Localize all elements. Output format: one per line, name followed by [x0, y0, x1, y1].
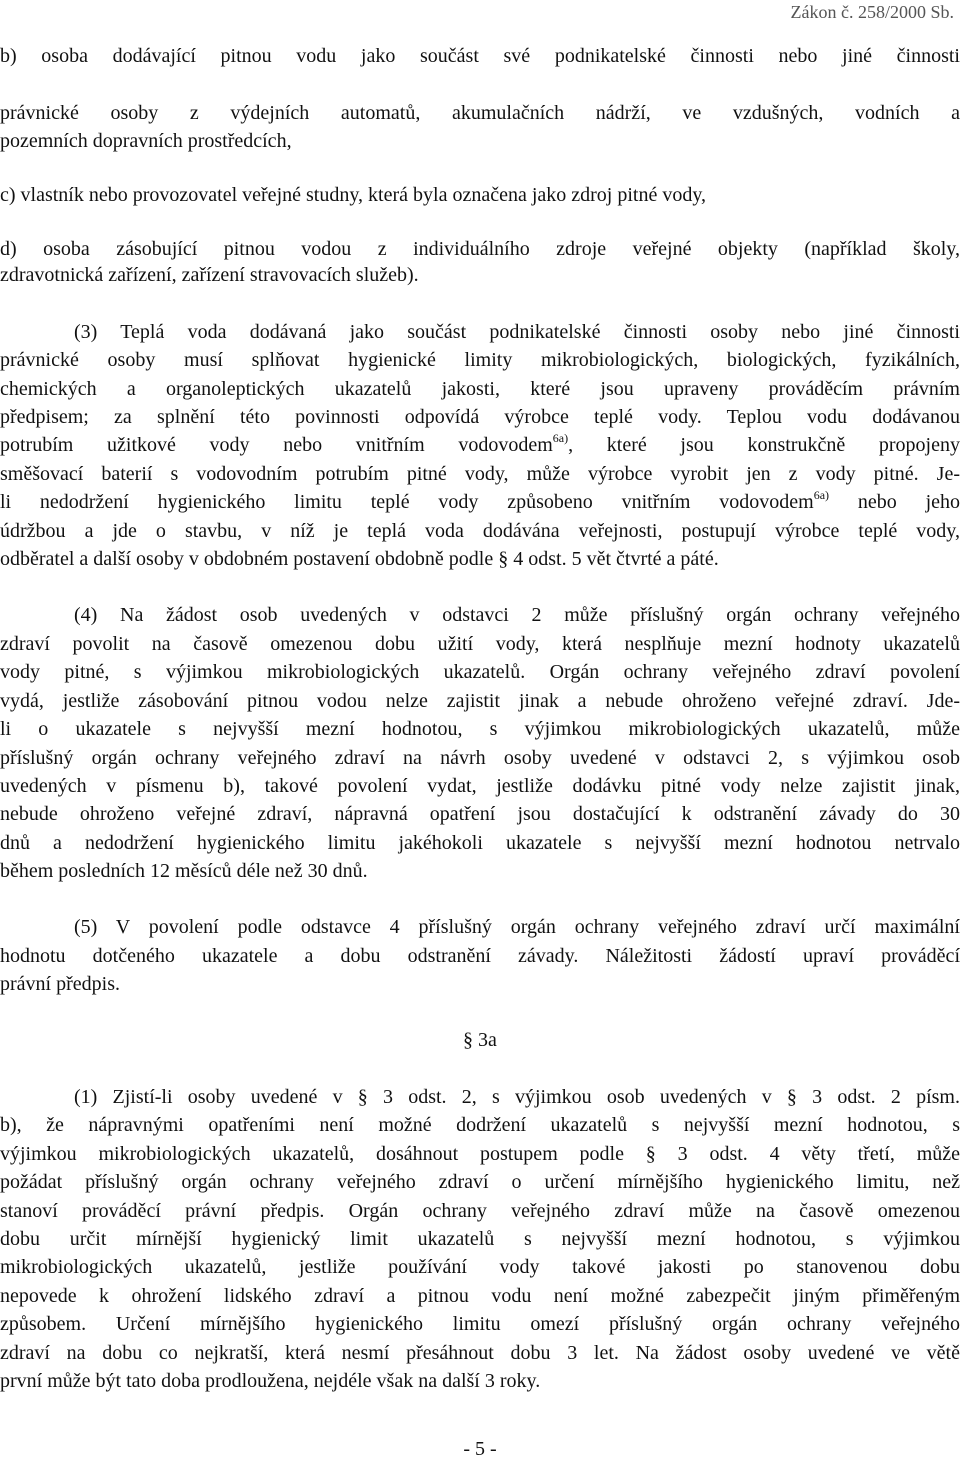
text-line: vydá, jestliže zásobování pitnou vodou nelze zajistit jinak a nebude ohroženo veřejné zdraví. Jde-: [0, 690, 960, 712]
text-line: hodnotu dotčeného ukazatele a dobu odstranění závady. Náležitosti žádostí upraví prováděcí: [0, 945, 960, 967]
text-line: (1) Zjistí-li osoby uvedené v § 3 odst. 2, s výjimkou osob uvedených v § 3 odst. 2 písm.: [74, 1086, 960, 1108]
document-header: Zákon č. 258/2000 Sb.: [790, 2, 954, 22]
text-run: nebo jeho: [829, 491, 960, 513]
text-line: li o ukazatele s nejvyšší mezní hodnotou, s výjimkou mikrobiologických ukazatelů, může: [0, 718, 960, 740]
text-line: způsobem. Určení mírnějšího hygienického limitu omezí příslušný orgán ochrany veřejného: [0, 1313, 960, 1335]
text-line: (5) V povolení podle odstavce 4 příslušný orgán ochrany veřejného zdraví určí maximální: [74, 916, 960, 938]
text-run: potrubím užitkové vody nebo vnitřním vodovodem: [0, 434, 553, 456]
text-run: li nedodržení hygienického limitu teplé vody způsobeno vnitřním vodovodem: [0, 491, 814, 513]
text-line: právnické osoby musí splňovat hygienické limity mikrobiologických, biologických, fyzikálních,: [0, 349, 960, 371]
text-line: zdravotnická zařízení, zařízení stravovacích služeb).: [0, 264, 419, 286]
text-line: pozemních dopravních prostředcích,: [0, 130, 292, 152]
text-line: dnů a nedodržení hygienického limitu jakéhokoli ukazatele s nejvyšší mezní hodnotou netrvalo: [0, 832, 960, 854]
text-line: směšovací baterií s vodovodním potrubím pitné vody, může výrobce vyrobit jen z vody pitné. Je-: [0, 463, 960, 485]
text-line: mikrobiologických ukazatelů, jestliže používání vody takové jakosti po stanovenou dobu: [0, 1256, 960, 1278]
text-line: právní předpis.: [0, 973, 120, 995]
text-line: [0, 433, 960, 457]
footnote-ref: 6a): [552, 431, 569, 445]
text-line: (3) Teplá voda dodávaná jako součást podnikatelské činnosti osoby nebo jiné činnosti: [74, 321, 960, 343]
text-line: právnické osoby z výdejních automatů, akumulačních nádrží, ve vzdušných, vodních a: [0, 102, 960, 124]
footnote-ref: 6a): [813, 488, 830, 502]
text-line: zdraví povolit na časově omezenou dobu užití vody, která nesplňuje mezní hodnoty ukazatelů: [0, 633, 960, 655]
text-line: předpisem; za splnění této povinnosti odpovídá výrobce teplé vody. Teplou vodu dodávanou: [0, 406, 960, 428]
text-line: údržbou a jde o stavbu, v níž je teplá voda dodávána veřejnosti, postupují výrobce teplé vody,: [0, 520, 960, 542]
text-line: zdraví na dobu co nejkratší, která nesmí přesáhnout dobu 3 let. Na žádost osoby uvedené ve větě: [0, 1342, 960, 1364]
text-line: chemických a organoleptických ukazatelů jakosti, které jsou upraveny prováděcím právním: [0, 378, 960, 400]
text-line: požádat příslušný orgán ochrany veřejného zdraví o určení mírnějšího hygienického limitu, než: [0, 1171, 960, 1193]
text-line: dobu určit mírnější hygienický limit ukazatelů s nejvyšší mezní hodnotou, s výjimkou: [0, 1228, 960, 1250]
text-line: b) osoba dodávající pitnou vodu jako součást své podnikatelské činnosti nebo jiné činnosti: [0, 45, 960, 67]
text-line: (4) Na žádost osob uvedených v odstavci 2 může příslušný orgán ochrany veřejného: [74, 604, 960, 626]
text-line: nepovede k ohrožení lidského zdraví a pitnou vodu není možné zabezpečit jiným přiměřeným: [0, 1285, 960, 1307]
text-run: , které jsou konstrukčně propojeny: [568, 434, 960, 456]
text-line: odběratel a další osoby v obdobném postavení obdobně podle § 4 odst. 5 vět čtvrté a páté.: [0, 548, 719, 570]
text-line: vody pitné, s výjimkou mikrobiologických ukazatelů. Orgán ochrany veřejného zdraví povolení: [0, 661, 960, 683]
text-line: [0, 490, 960, 514]
text-line: první může být tato doba prodloužena, nejdéle však na další 3 roky.: [0, 1370, 541, 1392]
text-line: stanoví prováděcí právní předpis. Orgán ochrany veřejného zdraví může na časově omezenou: [0, 1200, 960, 1222]
text-line: výjimkou mikrobiologických ukazatelů, dosáhnout postupem podle § 3 odst. 4 věty třetí, může: [0, 1143, 960, 1165]
text-line: b), že nápravnými opatřeními není možné dodržení ukazatelů s nejvyšší mezní hodnotou, s: [0, 1114, 960, 1136]
text-line: příslušný orgán ochrany veřejného zdraví na návrh osoby uvedené v odstavci 2, s výjimkou osob: [0, 747, 960, 769]
text-line: c) vlastník nebo provozovatel veřejné studny, která byla označena jako zdroj pitné vody,: [0, 184, 707, 206]
page-number: - 5 -: [463, 1438, 497, 1460]
text-line: d) osoba zásobující pitnou vodou z individuálního zdroje veřejné objekty (například školy,: [0, 238, 960, 260]
text-line: během posledních 12 měsíců déle než 30 dnů.: [0, 860, 368, 882]
text-line: uvedených v písmenu b), takové povolení vydat, jestliže dodávku pitné vody nelze zajistit jinak,: [0, 775, 960, 797]
section-heading: § 3a: [463, 1029, 497, 1051]
text-line: nebude ohroženo veřejné zdraví, nápravná opatření jsou dostačující k odstranění závady do 30: [0, 803, 960, 825]
